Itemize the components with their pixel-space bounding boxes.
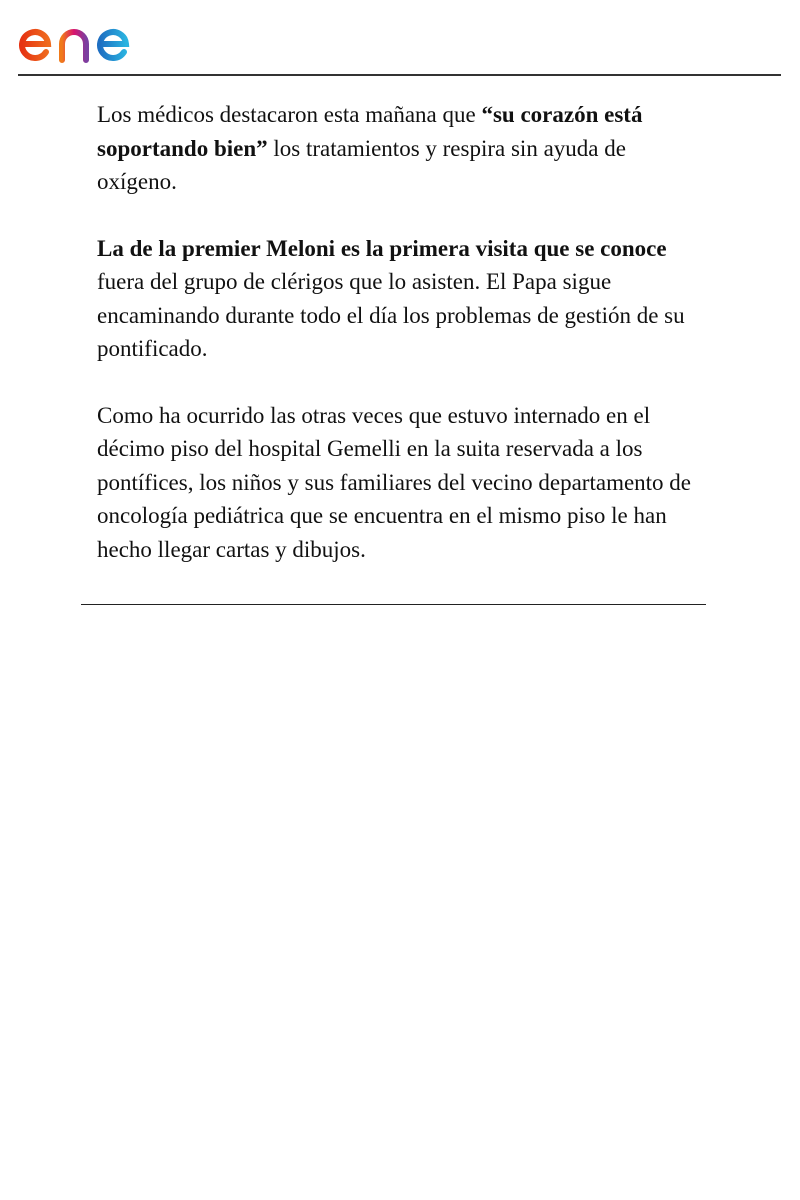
paragraph-text: Como ha ocurrido las otras veces que estuvo internado en el décimo piso del hospital Gemelli en la suita reservada a los pontífices, los niños y sus familiares del vecino departamento de oncología pediátrica que se encuentra en el mismo piso le han hecho llegar cartas y dibujos.	[97, 402, 692, 562]
article-end-divider	[81, 604, 706, 605]
article-paragraph-1	[97, 98, 697, 199]
article-paragraph-3	[97, 399, 697, 567]
paragraph-text: los tratamientos y respira sin ayuda de oxígeno.	[97, 135, 626, 194]
paragraph-bold-text: “su corazón está soportando bien”	[97, 102, 643, 161]
paragraph-text: fuera del grupo de clérigos que lo asisten. El Papa sigue encaminando durante todo el día los problemas de gestión de su pontificado.	[97, 269, 685, 361]
advertisement-banner[interactable]	[18, 0, 781, 76]
article-body	[97, 98, 697, 599]
article-paragraph-2	[97, 232, 697, 366]
paragraph-text: Los médicos destacaron esta mañana que	[97, 102, 482, 127]
enel-logo[interactable]	[18, 8, 178, 70]
paragraph-bold-text: La de la premier Meloni es la primera visita que se conoce	[97, 235, 667, 261]
